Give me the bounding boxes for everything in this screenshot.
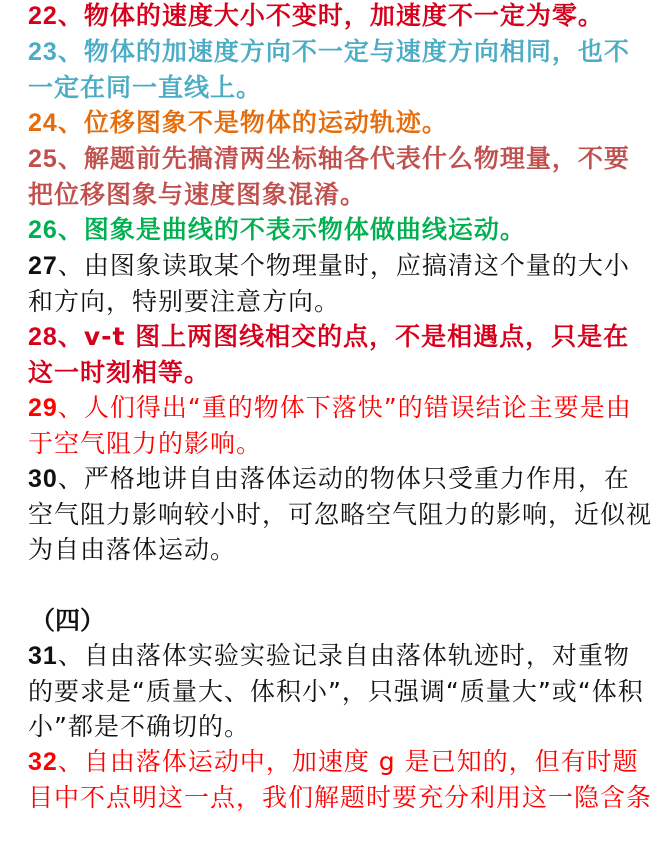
item-text: 、图象是曲线的不表示物体做曲线运动。 [57,215,526,244]
item-text: 、v-t 图上两图线相交的点，不是相遇点，只是在这一时刻相等。 [28,322,630,387]
item-number: 31 [28,642,58,670]
item-number: 29 [28,394,58,422]
list-item [0,461,663,567]
item-number: 24 [28,109,58,137]
list-item [0,212,663,248]
list-item [0,248,663,319]
list-item [0,141,663,212]
list-item [0,390,663,461]
list-item [0,319,663,390]
item-number: 23 [28,38,58,66]
list-item [0,744,663,815]
item-text: 、解题前先搞清两坐标轴各代表什么物理量，不要把位移图象与速度图象混淆。 [28,144,630,209]
item-number: 32 [28,748,58,776]
item-text: 、物体的加速度方向不一定与速度方向相同，也不一定在同一直线上。 [28,37,630,102]
section-heading: （四） [30,606,106,635]
item-text: 、严格地讲自由落体运动的物体只受重力作用，在空气阻力影响较小时，可忽略空气阻力的影响，近似视为自由落体运动。 [28,464,653,564]
item-number: 22 [28,2,58,30]
item-text: 、由图象读取某个物理量时，应搞清这个量的大小和方向，特别要注意方向。 [28,251,630,316]
item-number: 27 [28,252,58,280]
list-item [0,34,663,105]
item-number: 28 [28,323,58,351]
item-number: 30 [28,465,58,493]
item-text: 、自由落体实验实验记录自由落体轨迹时，对重物的要求是“质量大、体积小”，只强调“质量大”或“体积小”都是不确切的。 [28,641,644,741]
item-text: 、位移图象不是物体的运动轨迹。 [57,108,448,137]
list-item [0,105,663,141]
item-number: 26 [28,216,58,244]
list-item [0,0,663,34]
item-text: 、自由落体运动中，加速度 g 是已知的，但有时题目中不点明这一点，我们解题时要充分利用这一隐含条 [28,747,653,812]
list-item [0,638,663,744]
item-number: 25 [28,145,58,173]
item-text: 、人们得出“重的物体下落快”的错误结论主要是由于空气阻力的影响。 [28,393,632,458]
item-text: 、物体的速度大小不变时，加速度不一定为零。 [57,1,604,30]
